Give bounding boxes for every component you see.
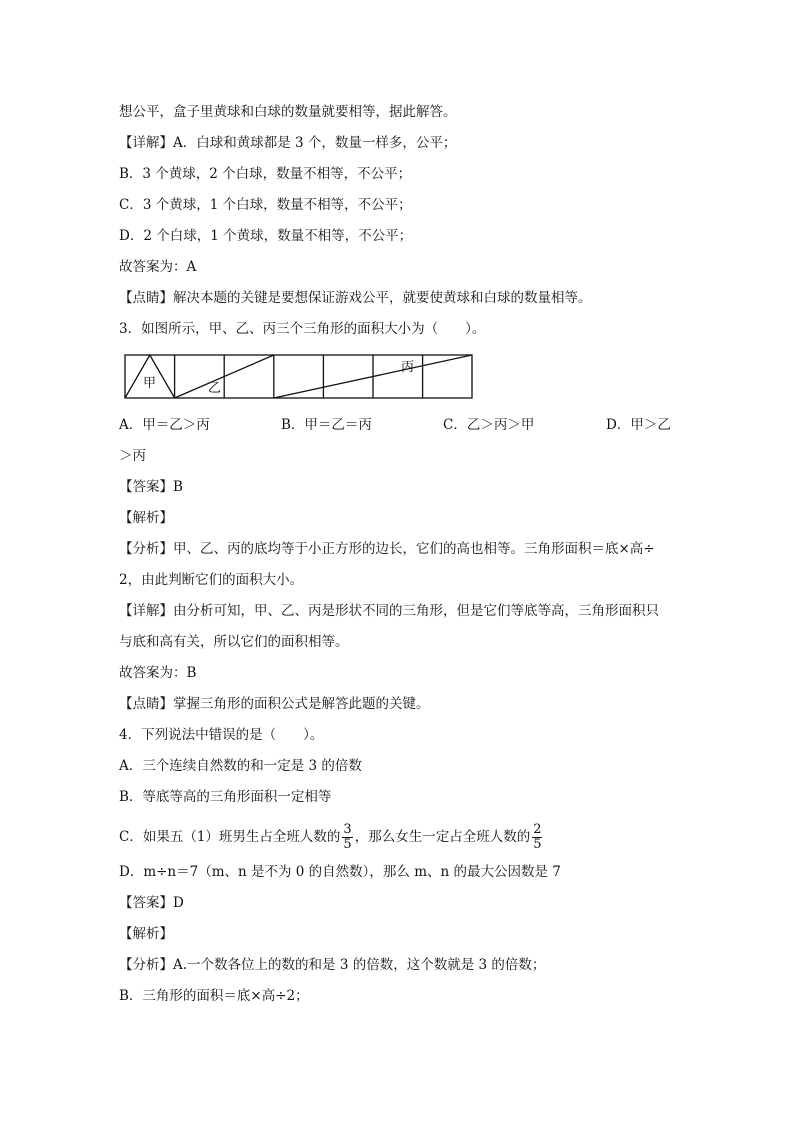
text-line: D．2 个白球，1 个黄球，数量不相等，不公平；: [119, 228, 413, 244]
question-3: 3．如图所示，甲、乙、丙三个三角形的面积大小为（ ）。: [119, 321, 486, 337]
fraction-three-fifths: [342, 823, 352, 852]
option-d-continued: ＞丙: [119, 448, 146, 464]
option-a: A．甲＝乙＞丙: [119, 417, 210, 433]
text-line: 想公平，盒子里黄球和白球的数量就要相等，据此解答。: [119, 104, 457, 120]
answer-label: 【答案】D: [119, 895, 184, 911]
text-line: B．三角形的面积＝底×高÷2；: [119, 988, 309, 1004]
fraction-denominator: 5: [533, 837, 542, 852]
fraction-numerator: 2: [533, 822, 542, 837]
text-line: 【分析】甲、乙、丙的底均等于小正方形的边长，它们的高也相等。三角形面积＝底×高÷: [119, 541, 655, 557]
text-line: 【分析】A.一个数各位上的数的和是 3 的倍数，这个数就是 3 的倍数；: [119, 957, 546, 973]
q4-option-d: D．m÷n＝7（m、n 是不为 0 的自然数），那么 m、n 的最大公因数是 7: [119, 864, 561, 880]
text-line: 【点睛】解决本题的关键是要想保证游戏公平，就要使黄球和白球的数量相等。: [119, 290, 592, 306]
figure-outer-rect: [125, 355, 472, 398]
q4-option-c-text: C．如果五（1）班男生占全班人数的: [119, 829, 341, 845]
fraction-two-fifths: [532, 823, 542, 852]
q4-option-c-text: ，那么女生一定占全班人数的: [354, 829, 531, 845]
option-b: B．甲＝乙＝丙: [281, 417, 372, 433]
text-line: 【详解】A．白球和黄球都是 3 个，数量一样多，公平；: [119, 135, 457, 151]
text-line: C．3 个黄球，1 个白球，数量不相等，不公平；: [119, 197, 412, 213]
fraction-denominator: 5: [343, 837, 352, 852]
text-line: 故答案为：B: [119, 665, 197, 681]
label-bing: 丙: [401, 360, 415, 375]
label-yi: 乙: [208, 381, 222, 396]
triangle-figure: [124, 354, 476, 400]
text-line: 与底和高有关，所以它们的面积相等。: [119, 634, 349, 650]
text-line: 【详解】由分析可知，甲、乙、丙是形状不同的三角形，但是它们等底等高，三角形面积只: [119, 603, 659, 619]
option-d: D．甲＞乙: [606, 417, 671, 433]
label-jia: 甲: [143, 376, 157, 391]
text-line: B．3 个黄球，2 个白球，数量不相等，不公平；: [119, 166, 412, 182]
answer-label: 【答案】B: [119, 479, 183, 495]
fraction-numerator: 3: [343, 822, 352, 837]
analysis-label: 【解析】: [119, 510, 173, 526]
q4-option-c: [119, 820, 544, 854]
analysis-label: 【解析】: [119, 926, 173, 942]
option-c: C．乙＞丙＞甲: [443, 417, 535, 433]
question-4: 4．下列说法中错误的是（ ）。: [119, 727, 324, 743]
text-line: 2，由此判断它们的面积大小。: [119, 572, 304, 588]
text-line: 故答案为：A: [119, 259, 197, 275]
q4-option-a: A．三个连续自然数的和一定是 3 的倍数: [119, 758, 362, 774]
q4-option-b: B．等底等高的三角形面积一定相等: [119, 789, 332, 805]
text-line: 【点睛】掌握三角形的面积公式是解答此题的关键。: [119, 696, 430, 712]
